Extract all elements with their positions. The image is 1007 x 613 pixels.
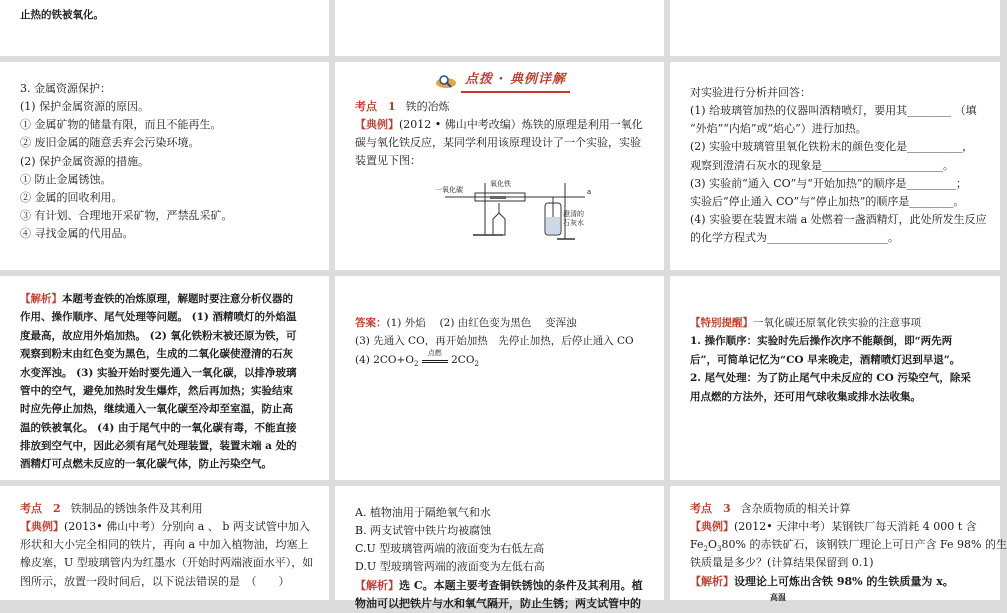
equation-subscript: 2 — [413, 359, 419, 368]
formula-o: O — [708, 538, 718, 552]
analysis-text: 物油可以把铁片与水和氧气隔开，防止生锈；两支试管中的 — [355, 596, 641, 610]
slide-7 — [0, 276, 329, 480]
keypoint-label: 考点 1 — [355, 100, 396, 113]
analysis-tag: 【解析】 — [355, 578, 399, 592]
example-text: 装置见下图： — [355, 154, 421, 168]
slide-1-text: 止热的铁被氧化。 — [20, 9, 104, 21]
slide-11 — [335, 486, 664, 610]
resource-line: ① 防止金属锈蚀。 — [20, 172, 112, 186]
analysis-text: 温的铁被氧化。 (4) 由于尾气中的一氧化碳有毒，不能直接 — [20, 421, 297, 434]
slide-1 — [0, 0, 329, 56]
analysis-tag: 【解析】 — [690, 574, 734, 588]
resource-line: (1) 保护金属资源的原因。 — [20, 100, 150, 114]
example-text: (2012 • 佛山中考改编）炼铁的原理是利用一氧化 — [399, 118, 643, 132]
banner-title: 点拨 · 典例详解 — [461, 69, 570, 92]
formula-fe: Fe — [690, 538, 704, 552]
resource-line: ② 金属的回收利用。 — [20, 190, 123, 204]
keypoint-label: 考点 2 — [20, 502, 61, 515]
example-text: 橡皮塞，U 型玻璃管内为红墨水（开始时两端液面水平），如 — [20, 556, 314, 570]
analysis-text: 作用、操作顺序、尾气处理等问题。 (1) 酒精喷灯的外焰温 — [20, 311, 297, 324]
example-tag: 【典例】 — [355, 118, 399, 132]
resource-line: ④ 寻找金属的代用品。 — [20, 227, 134, 241]
slide-5 — [335, 62, 664, 270]
analysis-text: 时应先停止加热，继续通入一氧化碳至冷却至室温，防止高 — [20, 403, 293, 416]
option-a: A. 植物油用于隔绝氧气和水 — [355, 506, 491, 519]
option-d: D.U 型玻璃管两端的液面变为左低右高 — [355, 560, 545, 574]
option-b: B. 两支试管中铁片均被腐蚀 — [355, 524, 492, 538]
answer-tag: 答案： — [355, 317, 387, 329]
question-line: (3) 实验前“通入 CO”与“开始加热”的顺序是_________； — [690, 176, 968, 190]
tip-line: 1. 操作顺序：实验时先后操作次序不能颠倒，即“两先两 — [690, 335, 953, 348]
tip-line: 用点燃的方法外，还可用气球收集或排水法收集。 — [690, 390, 921, 403]
analysis-text: 本题考查铁的冶炼原理，解题时要注意分析仪器的 — [62, 293, 293, 305]
reaction-condition: 高温 — [770, 591, 786, 602]
section-banner — [355, 70, 650, 92]
diagram-label-limewater-2: 石灰水 — [563, 218, 584, 227]
example-text-rest: 80% 的赤铁矿石，该钢铁厂理论上可日产含 Fe 98% 的生 — [721, 538, 1007, 552]
slide-6 — [670, 62, 1000, 270]
slide-9 — [670, 276, 1000, 480]
example-text: 碳与氧化铁反应，某同学利用该原理设计了一个实验，实验 — [355, 136, 641, 150]
option-c: C.U 型玻璃管两端的液面变为右低左高 — [355, 542, 545, 556]
formula-subscript: 3 — [717, 545, 722, 554]
example-text: 铁质量是多少？(计算结果保留到 0.1) — [690, 556, 874, 570]
answer-line: (1) 外焰 (2) 由红色变为黑色 变浑浊 — [386, 317, 577, 329]
question-line: (1) 给玻璃管加热的仪器叫酒精喷灯，要用其________ （填 — [690, 104, 977, 118]
tip-line: 2. 尾气处理：为了防止尾气中未反应的 CO 污染空气，除采 — [690, 372, 971, 385]
tip-title: 一氧化碳还原氧化铁实验的注意事项 — [753, 317, 921, 329]
diagram-label-co: 一氧化碳 — [435, 185, 463, 194]
resource-line: ① 金属矿物的储量有限，而且不能再生。 — [20, 118, 222, 132]
slide-4 — [0, 62, 329, 270]
example-tag: 【典例】 — [690, 520, 734, 534]
equation-condition: 点燃 — [427, 348, 442, 357]
analysis-text: 设理论上可炼出含铁 98% 的生铁质量为 x。 — [734, 574, 954, 588]
question-line: “外焰”“内焰”或“焰心”）进行加热。 — [690, 122, 867, 136]
diagram-label-fe2o3: 氧化铁 — [490, 179, 511, 188]
equation-arrow — [422, 348, 448, 363]
formula-subscript: 2 — [703, 545, 709, 554]
keypoint-label: 考点 3 — [690, 502, 731, 515]
diagram-label-a: a — [587, 187, 592, 196]
tip-tag: 【特别提醒】 — [690, 317, 753, 329]
keypoint-title: 铁制品的锈蚀条件及其利用 — [70, 502, 203, 515]
tip-line: 后”，可简单记忆为“CO 早来晚走，酒精喷灯迟到早退”。 — [690, 353, 961, 366]
analysis-tag: 【解析】 — [20, 293, 62, 305]
keypoint-title: 铁的冶炼 — [405, 100, 450, 113]
resource-line: (2) 保护金属资源的措施。 — [20, 154, 150, 168]
answer-equation — [355, 348, 650, 369]
analysis-text: 选 C。本题主要考查铜铁锈蚀的条件及其利用。植 — [399, 578, 643, 592]
example-text: 形状和大小完全相同的铁片，再向 a 中加入植物油，均塞上 — [20, 538, 309, 552]
slide-2 — [335, 0, 664, 56]
question-line: 观察到澄清石灰水的现象是______________________。 — [690, 158, 954, 172]
keypoint-title: 含杂质物质的相关计算 — [740, 502, 851, 515]
analysis-text: 酒精灯可点燃未反应的一氧化碳气体，防止污染空气。 — [20, 458, 272, 471]
question-line: (4) 实验要在装置末端 a 处燃着一盏酒精灯，此处所发生反应 — [690, 212, 987, 226]
example-text — [690, 536, 1007, 554]
slide-8 — [335, 276, 664, 480]
equation-subscript: 2 — [474, 359, 479, 368]
resource-heading: 3. 金属资源保护： — [20, 82, 111, 95]
diagram-label-limewater-1: 澄清的 — [563, 209, 584, 218]
resource-line: ③ 有计划、合理地开采矿物，严禁乱采矿。 — [20, 208, 233, 222]
slide-10 — [0, 486, 329, 600]
equation-right: 2CO — [451, 353, 475, 366]
analysis-text: 管中的空气，避免加热时发生爆炸，然后再加热；实验结束 — [20, 384, 293, 397]
question-line: 实验后“停止通入 CO”与“停止加热”的顺序是________。 — [690, 194, 965, 208]
example-text: (2012• 天津中考）某钢铁厂每天消耗 4 000 t 含 — [734, 520, 977, 534]
example-tag: 【典例】 — [20, 520, 64, 534]
magnifier-icon — [435, 73, 457, 89]
example-text: (2013• 佛山中考）分别向 a 、 b 两支试管中加入 — [64, 520, 310, 534]
slide-3 — [670, 0, 1000, 56]
question-line: 对实验进行分析并回答： — [690, 86, 811, 99]
question-line: 的化学方程式为______________________。 — [690, 231, 899, 245]
resource-line: ② 废旧金属的随意丢弃会污染环境。 — [20, 136, 200, 150]
analysis-text: 排放到空气中，因此必须有尾气处理装置，装置末端 a 处的 — [20, 440, 297, 452]
apparatus-diagram — [355, 175, 650, 247]
analysis-text: 度最高，故应用外焰加热。 (2) 氧化铁粉末被还原为铁，可 — [20, 329, 297, 342]
example-text: 图所示，放置一段时间后，以下说法错误的是 （ ） — [20, 574, 290, 588]
answer-line: (3) 先通入 CO，再开始加热 先停止加热，后停止通入 CO — [355, 335, 634, 348]
equation-left: (4) 2CO+O — [355, 353, 414, 366]
analysis-text: 水变浑浊。 (3) 实验开始时要先通入一氧化碳，以排净玻璃 — [20, 366, 297, 379]
analysis-text: 观察到粉末由红色变为黑色，生成的二氧化碳使澄清的石灰 — [20, 348, 293, 361]
slide-12 — [670, 486, 1007, 602]
question-line: (2) 实验中玻璃管里氧化铁粉末的颜色变化是__________， — [690, 140, 974, 154]
